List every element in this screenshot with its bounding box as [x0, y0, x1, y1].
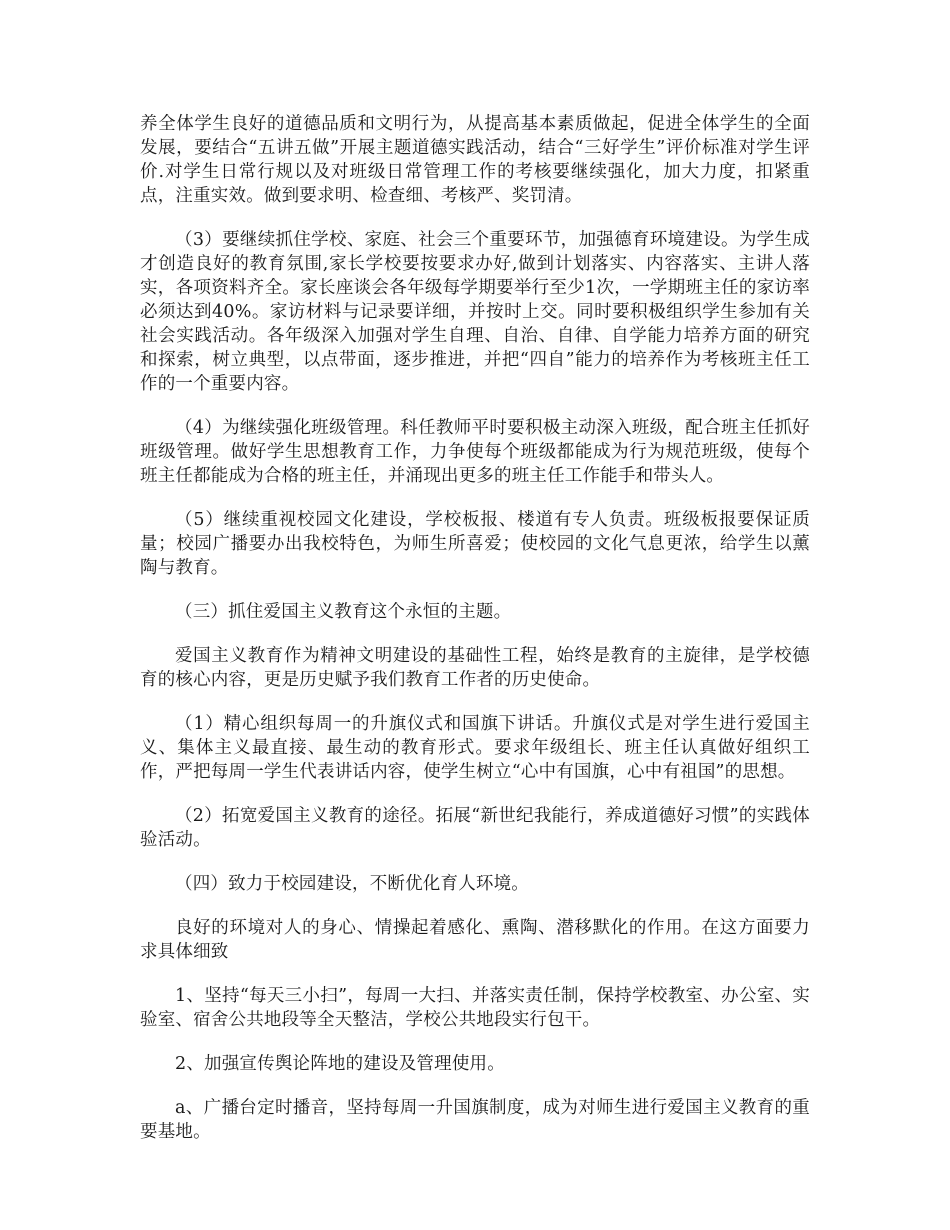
- paragraph-item-2-publicity: 2、加强宣传舆论阵地的建设及管理使用。: [175, 1054, 505, 1074]
- paragraph-environment-intro: 良好的环境对人的身心、情操起着感化、熏陶、潜移默化的作用。在这方面要力求具体细致: [140, 918, 810, 962]
- paragraph-item-1-flag-ceremony: （1）精心组织每周一的升旗仪式和国旗下讲话。升旗仪式是对学生进行爱国主义、集体主义最直接、最生动的教育形式。要求年级组长、班主任认真做好组织工作，严把每周一学生代表讲话内容，使学生树立“心中有国旗，心中有祖国”的思想。: [140, 714, 810, 782]
- paragraph-item-4-class-management: （4）为继续强化班级管理。科任教师平时要积极主动深入班级，配合班主任抓好班级管理。做好学生思想教育工作，力争使每个班级都能成为行为规范班级，使每个班主任都能成为合格的班主任，并涌现出更多的班主任工作能手和带头人。: [140, 418, 810, 486]
- paragraph-patriotism-intro: 爱国主义教育作为精神文明建设的基础性工程，始终是教育的主旋律，是学校德育的核心内容，更是历史赋予我们教育工作者的历史使命。: [140, 646, 810, 690]
- section-heading-campus-environment: （四）致力于校园建设，不断优化育人环境。: [175, 874, 529, 894]
- paragraph-item-2-patriotism-channels: （2）拓宽爱国主义教育的途径。拓展“新世纪我能行，养成道德好习惯”的实践体验活动。: [140, 806, 810, 850]
- document-page: [140, 112, 810, 1164]
- paragraph-item-1-cleaning: 1、坚持“每天三小扫”，每周一大扫、并落实责任制，保持学校教室、办公室、实验室、宿舍公共地段等全天整洁，学校公共地段实行包干。: [140, 986, 810, 1030]
- paragraph-item-3-home-school: （3）要继续抓住学校、家庭、社会三个重要环节，加强德育环境建设。为学生成才创造良好的教育氛围,家长学校要按要求办好,做到计划落实、内容落实、主讲人落实，各项资料齐全。家长座谈会各年级每学期要举行至少1次，一学期班主任的家访率必须达到40%。家访材料与记录要详细，并按时上交。同时要积极组织学生参加有关社会实践活动。各年级深入加强对学生自理、自治、自律、自学能力培养方面的研究和探索，树立典型，以点带面，逐步推进，并把“四自”能力的培养作为考核班主任工作的一个重要内容。: [140, 230, 810, 394]
- paragraph-item-5-campus-culture: （5）继续重视校园文化建设，学校板报、楼道有专人负责。班级板报要保证质量；校园广播要办出我校特色，为师生所喜爱；使校园的文化气息更浓，给学生以薰陶与教育。: [140, 510, 810, 578]
- paragraph-continuation: 养全体学生良好的道德品质和文明行为，从提高基本素质做起，促进全体学生的全面发展，要结合“五讲五做”开展主题道德实践活动，结合“三好学生”评价标准对学生评价.对学生日常行规以及对班级日常管理工作的考核要继续强化，加大力度，扣紧重点，注重实效。做到要求明、检查细、考核严、奖罚清。: [140, 114, 810, 206]
- section-heading-patriotism: （三）抓住爱国主义教育这个永恒的主题。: [175, 602, 512, 622]
- paragraph-item-a-broadcast: a、广播台定时播音，坚持每周一升国旗制度，成为对师生进行爱国主义教育的重要基地。: [140, 1098, 810, 1142]
